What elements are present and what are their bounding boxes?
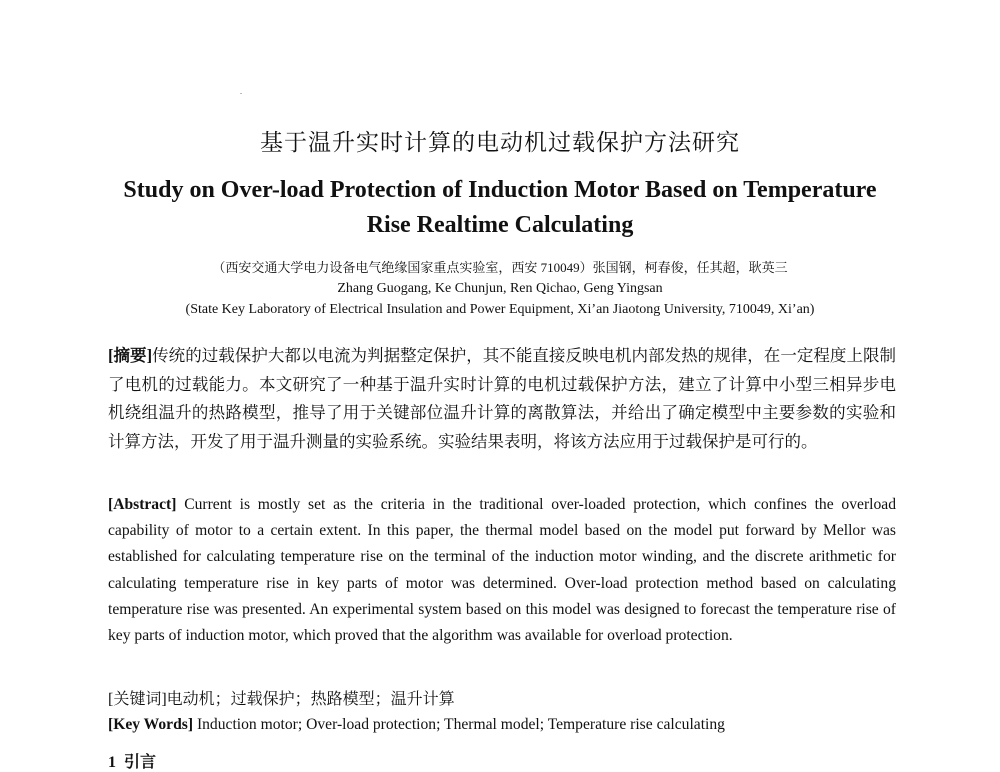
section-title: 引言	[124, 754, 157, 771]
abstract-english	[108, 492, 896, 649]
abstract-english-text: Current is mostly set as the criteria in the traditional over-loaded protection, which confines the overload capability of motor to a certain extent. In this paper, the thermal model based on the model put forward by Mellor was established for calculating temperature rise on the terminal of the induction motor winding, and the discrete arithmetic for calculating temperature rise in key parts of motor was determined. Over-load protection method based on calculating temperature rise was presented. An experimental system based on this model was designed to forecast the temperature rise of key parts of induction motor, which proved that the algorithm was available for overload protection.	[108, 496, 896, 645]
keywords-english	[108, 716, 896, 734]
authors-english: Zhang Guogang, Ke Chunjun, Ren Qichao, Geng Yingsan	[337, 281, 663, 296]
keywords-chinese-label: [关键词]	[108, 691, 167, 708]
title-english-line-2: Rise Realtime Calculating	[366, 212, 634, 238]
keywords-english-text: Induction motor; Over-load protection; Thermal model; Temperature rise calculating	[193, 716, 725, 733]
title-chinese: 基于温升实时计算的电动机过载保护方法研究	[260, 130, 740, 156]
affiliation-english: (State Key Laboratory of Electrical Insulation and Power Equipment, Xi’an Jiaotong University, 710049, Xi’an)	[185, 302, 815, 317]
abstract-chinese-label: [摘要]	[108, 346, 153, 365]
title-english	[0, 173, 1000, 243]
abstract-chinese-text: 传统的过载保护大都以电流为判据整定保护，其不能直接反映电机内部发热的规律，在一定程度上限制了电机的过载能力。本文研究了一种基于温升实时计算的电机过载保护方法，建立了计算中小型三相异步电机绕组温升的热路模型，推导了用于关键部位温升计算的离散算法，并给出了确定模型中主要参数的实验和计算方法，开发了用于温升测量的实验系统。实验结果表明，将该方法应用于过载保护是可行的。	[108, 346, 896, 451]
keywords-english-label: [Key Words]	[108, 716, 194, 733]
title-english-line-1: Study on Over-load Protection of Induction Motor Based on Temperature	[123, 177, 877, 203]
section-number: 1	[108, 754, 116, 771]
section-heading	[108, 749, 156, 772]
abstract-english-label: [Abstract]	[108, 496, 177, 513]
abstract-chinese	[108, 342, 896, 456]
keywords-chinese-text: 电动机；过载保护；热路模型；温升计算	[166, 691, 455, 708]
keywords-chinese	[108, 686, 896, 709]
affiliation-chinese: （西安交通大学电力设备电气绝缘国家重点实验室，西安 710049）张国钢，柯春俊，任其超，耿英三	[212, 260, 788, 275]
scan-speck	[240, 93, 242, 94]
